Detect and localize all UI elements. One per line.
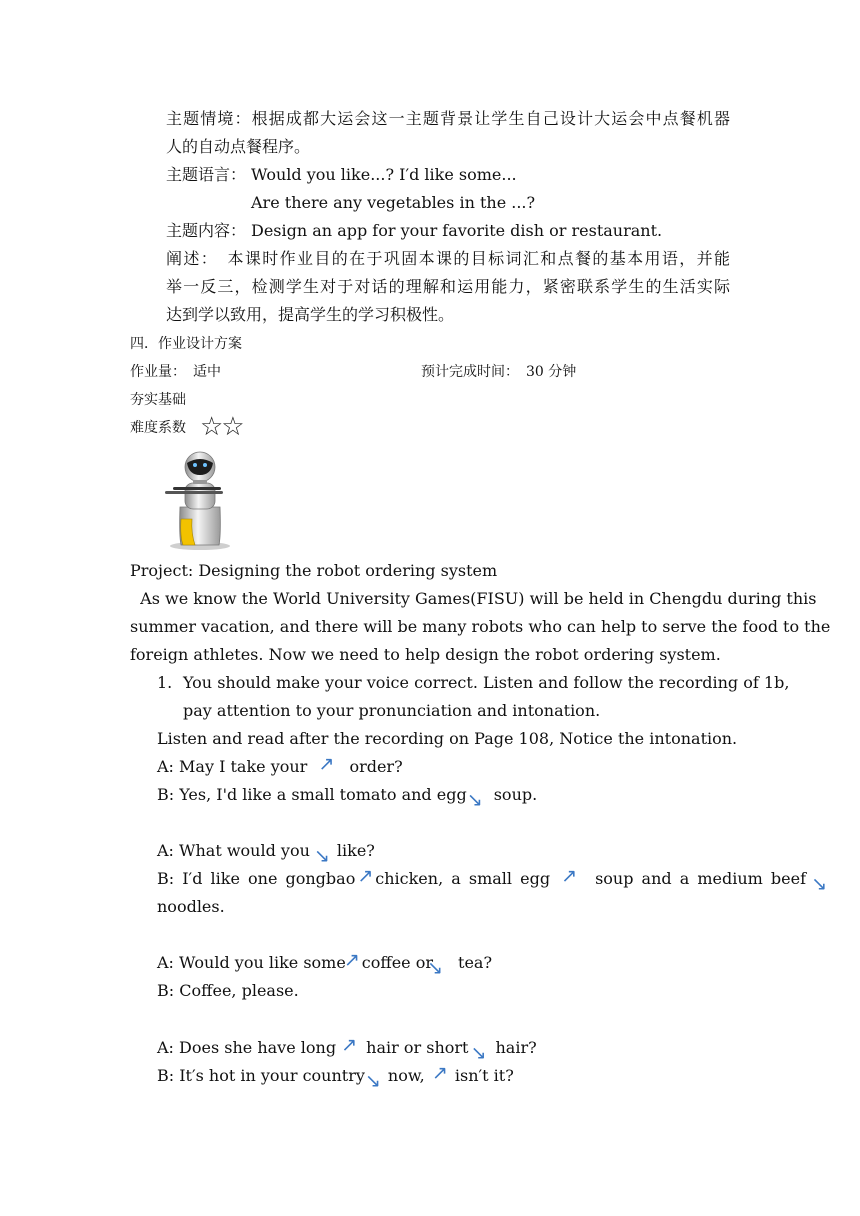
dialogue-line: [157, 1062, 514, 1092]
dialogue-line: [157, 753, 403, 778]
dialogue-text: tea?: [458, 953, 493, 972]
dialogue-text: hair?: [495, 1038, 537, 1057]
dialogue-text: B: It′s hot in your country: [157, 1066, 365, 1085]
theme-context-line1: 主题情境：根据成都大运会这一主题背景让学生自己设计大运会中点餐机器: [166, 109, 730, 128]
rising-intonation-icon: ↗: [357, 865, 374, 887]
dialogue-line: [157, 865, 828, 895]
theme-content: Design an app for your favorite dish or restaurant.: [251, 221, 663, 240]
explain-line2: 举一反三，检测学生对于对话的理解和运用能力，紧密联系学生的生活实际: [166, 277, 730, 296]
falling-intonation-icon: ↘: [466, 789, 483, 811]
dialogue-text: noodles.: [157, 897, 225, 916]
dialogue-text: B: I′d like one gongbao: [157, 869, 356, 888]
plan-level: 夯实基础: [130, 392, 186, 408]
dialogue-text: soup.: [493, 785, 538, 804]
rising-intonation-icon: ↗: [343, 949, 360, 971]
plan-time: 预计完成时间： 30 分钟: [421, 364, 577, 380]
dialogue-text: A: May I take your: [157, 757, 308, 776]
dialogue-text: chicken, a small egg: [375, 869, 551, 888]
project-para-line2: summer vacation, and there will be many robots who can help to serve the food to the: [130, 617, 831, 636]
theme-language-2: Are there any vegetables in the ...?: [251, 193, 536, 212]
robot-waiter-image: [145, 447, 251, 551]
plan-heading: 四．作业设计方案: [130, 336, 242, 352]
dialogue-text: isn′t it?: [454, 1066, 514, 1085]
difficulty-stars: ☆☆: [200, 412, 243, 442]
dialogue-text: like?: [336, 841, 375, 860]
instruction: Listen and read after the recording on Page 108, Notice the intonation.: [157, 729, 738, 748]
theme-language-label: 主题语言：: [166, 165, 247, 184]
dialogue-line: [157, 784, 538, 811]
falling-intonation-icon: ↘: [811, 873, 828, 895]
dialogue-line: [157, 1034, 537, 1064]
explain-line3: 达到学以致用，提高学生的学习积极性。: [166, 305, 455, 324]
dialogue-text: A: What would you: [157, 841, 310, 860]
theme-language-1: Would you like...? I′d like some...: [251, 165, 517, 184]
rising-intonation-icon: ↗: [431, 1062, 448, 1084]
difficulty-label: 难度系数: [130, 420, 186, 436]
dialogue-text: B: Yes, I'd like a small tomato and egg: [157, 785, 467, 804]
item1-line2: pay attention to your pronunciation and intonation.: [183, 701, 601, 720]
dialogue-text: now,: [387, 1066, 425, 1085]
project-para-line1: As we know the World University Games(FISU) will be held in Chengdu during this: [130, 589, 817, 608]
dialogue-text: coffee or: [361, 953, 433, 972]
project-title: Project: Designing the robot ordering system: [130, 561, 498, 580]
item1-line1: You should make your voice correct. Listen and follow the recording of 1b,: [183, 673, 790, 692]
dialogue-text: hair or short: [366, 1038, 469, 1057]
rising-intonation-icon: ↗: [318, 753, 335, 775]
falling-intonation-icon: ↘: [364, 1070, 381, 1092]
dialogue-text: soup and a medium beef: [595, 869, 807, 888]
theme-content-label: 主题内容：: [166, 221, 247, 240]
item1-number: 1.: [157, 673, 173, 692]
dialogue-line: [157, 840, 375, 867]
explain-line1: 阐述： 本课时作业目的在于巩固本课的目标词汇和点餐的基本用语，并能: [166, 249, 730, 268]
dialogue-text: order?: [349, 757, 403, 776]
plan-amount: 作业量： 适中: [130, 364, 221, 380]
project-para-line3: foreign athletes. Now we need to help design the robot ordering system.: [130, 645, 721, 664]
theme-context-line2: 人的自动点餐程序。: [166, 137, 311, 156]
falling-intonation-icon: ↘: [313, 845, 330, 867]
falling-intonation-icon: ↘: [470, 1042, 487, 1064]
falling-intonation-icon: ↘: [427, 957, 443, 979]
dialogue-text: A: Would you like some: [157, 953, 346, 972]
dialogue-text: A: Does she have long: [157, 1038, 337, 1057]
rising-intonation-icon: ↗: [561, 865, 578, 887]
dialogue-line: [157, 949, 493, 979]
rising-intonation-icon: ↗: [341, 1034, 358, 1056]
dialogue-text: B: Coffee, please.: [157, 981, 299, 1000]
